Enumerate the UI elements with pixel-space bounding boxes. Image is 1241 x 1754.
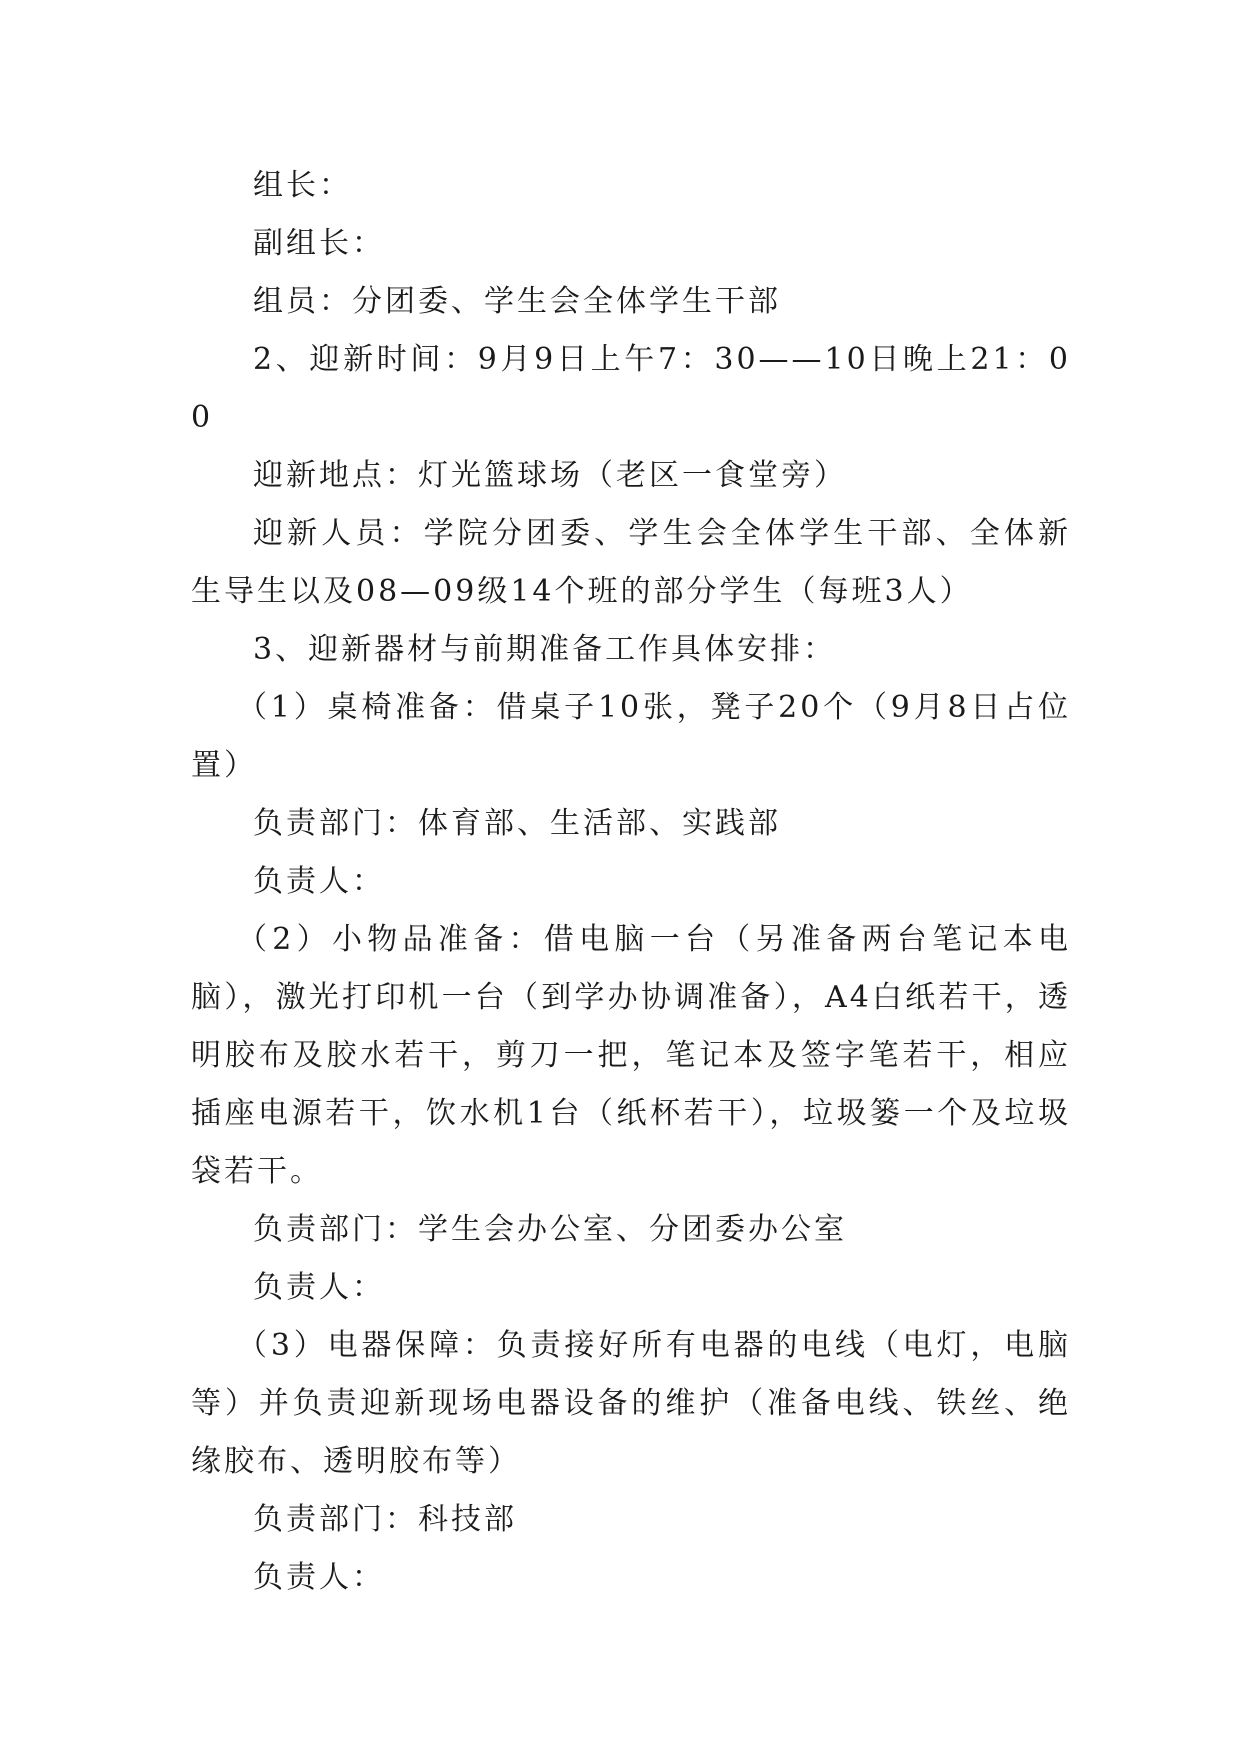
paragraph-item-3-department: 负责部门：科技部 (253, 1502, 517, 1537)
paragraph-item-1-person: 负责人： (253, 864, 385, 899)
paragraph-members: 组员：分团委、学生会全体学生干部 (253, 284, 781, 319)
paragraph-equipment-heading: 3、迎新器材与前期准备工作具体安排： (253, 632, 837, 667)
paragraph-item-2-person: 负责人： (253, 1270, 385, 1305)
paragraph-welcome-staff: 迎新人员：学院分团委、学生会全体学生干部、全体新生导生以及08—09级14个班的部分学生（每班3人） (191, 516, 1071, 609)
paragraph-group-leader: 组长： (253, 168, 352, 203)
document-body (191, 157, 1071, 1607)
paragraph-item-1-department: 负责部门：体育部、生活部、实践部 (253, 806, 781, 841)
paragraph-item-2-department: 负责部门：学生会办公室、分团委办公室 (253, 1212, 847, 1247)
paragraph-item-3-person: 负责人： (253, 1560, 385, 1595)
paragraph-item-1-tables: （1）桌椅准备：借桌子10张，凳子20个（9月8日占位置） (191, 690, 1071, 783)
paragraph-deputy-leader: 副组长： (253, 226, 385, 261)
paragraph-item-3-electrical: （3）电器保障：负责接好所有电器的电线（电灯，电脑等）并负责迎新现场电器设备的维护（准备电线、铁丝、绝缘胶布、透明胶布等） (191, 1328, 1071, 1479)
paragraph-welcome-location: 迎新地点：灯光篮球场（老区一食堂旁） (253, 458, 847, 493)
paragraph-item-2-supplies: （2）小物品准备：借电脑一台（另准备两台笔记本电脑），激光打印机一台（到学办协调准备），A4白纸若干，透明胶布及胶水若干，剪刀一把，笔记本及签字笔若干，相应插座电源若干，饮水机1台（纸杯若干），垃圾篓一个及垃圾袋若干。 (191, 922, 1071, 1189)
paragraph-welcome-time: 2、迎新时间：9月9日上午7：30——10日晚上21：00 (191, 342, 1071, 435)
